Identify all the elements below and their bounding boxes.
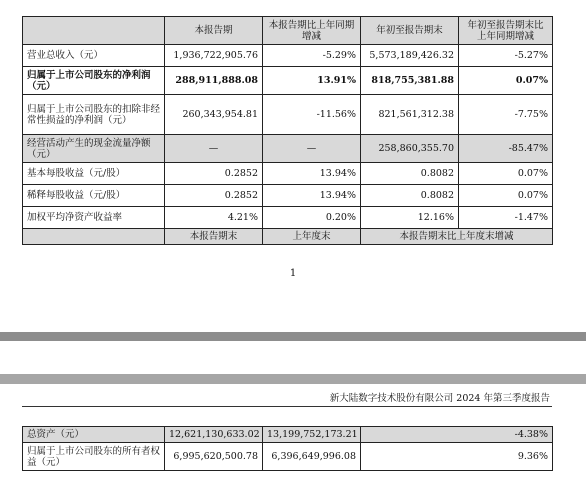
cell-ytd-change: 0.07% (459, 163, 553, 185)
cell-prior-year-end: 13,199,752,173.21 (263, 427, 361, 443)
cell-ytd-change: -1.47% (459, 207, 553, 229)
cell-current-period-change: -5.29% (263, 45, 361, 67)
cell-current-period-change: — (263, 135, 361, 163)
footer-cell-prior-year-end: 上年度末 (263, 229, 361, 245)
table-row (23, 67, 553, 95)
footer-cell-period-end: 本报告期末 (165, 229, 263, 245)
header-cell-blank (23, 17, 165, 45)
row-label: 营业总收入（元） (23, 45, 165, 67)
report-header: 新大陆数字技术股份有限公司 2024 年第三季度报告 (329, 393, 550, 404)
cell-current-period-change: 0.20% (263, 207, 361, 229)
cell-current-period: 4.21% (165, 207, 263, 229)
cell-current-period: 1,936,722,905.76 (165, 45, 263, 67)
cell-ytd-change: -7.75% (459, 95, 553, 135)
cell-ytd: 0.8082 (361, 163, 459, 185)
header-cell-ytd-change: 年初至报告期末比上年同期增减 (459, 17, 553, 45)
row-label: 总资产（元） (23, 427, 165, 443)
cell-prior-year-end: 6,396,649,996.08 (263, 443, 361, 471)
cell-current-period: — (165, 135, 263, 163)
cell-ytd: 5,573,189,426.32 (361, 45, 459, 67)
header-rule (22, 406, 552, 407)
footer-cell-blank (23, 229, 165, 245)
row-label: 基本每股收益（元/股） (23, 163, 165, 185)
table-row (23, 95, 553, 135)
cell-period-end: 12,621,130,633.02 (165, 427, 263, 443)
financial-summary-table (22, 16, 553, 245)
cell-ytd: 258,860,355.70 (361, 135, 459, 163)
table-row (23, 207, 553, 229)
cell-ytd-change: 0.07% (459, 67, 553, 95)
row-label: 经营活动产生的现金流量净额（元） (23, 135, 165, 163)
cell-ytd-change: -85.47% (459, 135, 553, 163)
cell-ytd: 818,755,381.88 (361, 67, 459, 95)
table-row (23, 45, 553, 67)
table-row (23, 443, 553, 471)
table-row (23, 427, 553, 443)
table-row (23, 135, 553, 163)
cell-ytd: 0.8082 (361, 185, 459, 207)
cell-current-period-change: 13.94% (263, 163, 361, 185)
header-cell-current-period: 本报告期 (165, 17, 263, 45)
table-header-row (23, 17, 553, 45)
cell-period-end: 6,995,620,500.78 (165, 443, 263, 471)
cell-ytd: 821,561,312.38 (361, 95, 459, 135)
row-label: 稀释每股收益（元/股） (23, 185, 165, 207)
cell-ytd-change: 0.07% (459, 185, 553, 207)
header-cell-ytd: 年初至报告期末 (361, 17, 459, 45)
cell-current-period-change: -11.56% (263, 95, 361, 135)
cell-change: -4.38% (361, 427, 553, 443)
cell-current-period-change: 13.94% (263, 185, 361, 207)
cell-ytd: 12.16% (361, 207, 459, 229)
page-break-divider (0, 332, 586, 384)
cell-current-period: 0.2852 (165, 163, 263, 185)
cell-current-period-change: 13.91% (263, 67, 361, 95)
cell-current-period: 0.2852 (165, 185, 263, 207)
table-row (23, 163, 553, 185)
cell-change: 9.36% (361, 443, 553, 471)
table-row (23, 185, 553, 207)
footer-cell-change: 本报告期末比上年度末增减 (361, 229, 553, 245)
cell-current-period: 288,911,888.08 (165, 67, 263, 95)
row-label: 归属于上市公司股东的扣除非经常性损益的净利润（元） (23, 95, 165, 135)
header-cell-current-period-change: 本报告期比上年同期增减 (263, 17, 361, 45)
cell-current-period: 260,343,954.81 (165, 95, 263, 135)
balance-summary-table (22, 426, 553, 471)
page-number: 1 (289, 268, 297, 279)
table-footer-row (23, 229, 553, 245)
cell-ytd-change: -5.27% (459, 45, 553, 67)
row-label: 归属于上市公司股东的所有者权益（元） (23, 443, 165, 471)
row-label: 加权平均净资产收益率 (23, 207, 165, 229)
row-label: 归属于上市公司股东的净利润（元） (23, 67, 165, 95)
